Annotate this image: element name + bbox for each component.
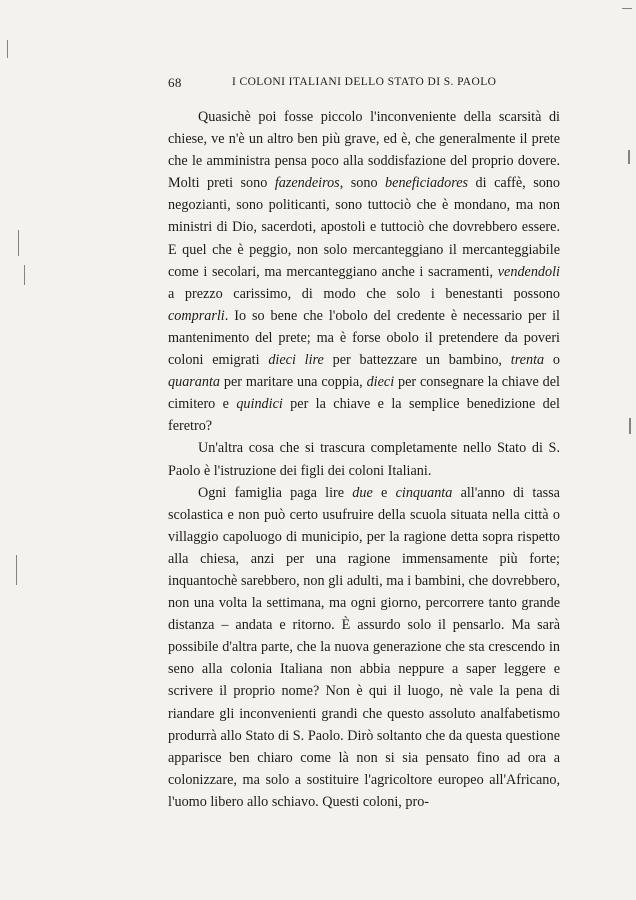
emphasis-text: dieci [366, 374, 395, 391]
text-run: . Io so bene che l'obolo del credente è necessario per il mantenimento del prete; ma è forse obolo il pretendere da poveri coloni emigrati [168, 307, 560, 369]
running-title: I COLONI ITALIANI DELLO STATO DI S. PAOLO [232, 76, 497, 88]
text-run: Un'altra cosa che si trascura completamente nello Stato di S. Paolo è l'istruzione dei figli dei coloni Italiani. [168, 440, 560, 479]
paragraph [168, 437, 560, 481]
text-run: e [372, 484, 396, 501]
text-run: per battezzare un bambino, [323, 352, 511, 369]
margin-mark [628, 150, 630, 164]
emphasis-text: quindici [236, 396, 283, 413]
emphasis-text: comprarli [168, 307, 225, 324]
emphasis-text: quaranta [168, 374, 221, 391]
paragraph [168, 106, 560, 437]
margin-mark [7, 40, 8, 58]
text-run: o [544, 352, 561, 369]
emphasis-text: dieci lire [268, 352, 324, 369]
page-number: 68 [168, 75, 182, 90]
body-text [168, 106, 560, 813]
emphasis-text: cinquanta [395, 484, 453, 501]
text-run: di caffè, sono negozianti, sono politicanti, sono tuttociò che è mondano, ma non ministri di Dio, sacerdoti, apostoli e tuttociò che dovrebbero essere. E quel che è peggio, non solo mercanteggiano il mercanteggiabile come i secolari, ma mercanteggiano anche i sacramenti, [168, 175, 560, 280]
running-header [168, 75, 560, 97]
paragraph [168, 482, 560, 813]
text-run: all'anno di tassa scolastica e non può certo usufruire della scuola situata nella città o villaggio capoluogo di municipio, per la ragione detta sopra rispetto alla chiesa, anzi per una ragione immensamente più forte; inquantochè sarebbero, non gli adulti, ma i bambini, che dovrebbero, non una volta la settimana, ma ogni giorno, percorrere tanto grande distanza – andata e ritorno. È assurdo solo il pensarlo. Ma sarà possibile d'altra parte, che la nuova generazione che sta crescendo in seno alla colonia Italiana non abbia neppure a saper leggere e scrivere il proprio nome? Non è qui il luogo, nè vale la pena di riandare gli inconvenienti grandi che questo assoluto analfabetismo produrrà allo Stato di S. Paolo. Dirò soltanto che da questa questione apparisce ben chiaro come là non si sia pensato fino ad ora a colonizzare, ma solo a sostituire l'agricoltore europeo all'Africano, l'uomo libero allo schiavo. Questi coloni, pro- [168, 484, 560, 810]
margin-mark [629, 418, 631, 434]
emphasis-text: fazendeiros [274, 175, 340, 192]
text-run: per maritare una coppia, [220, 374, 367, 391]
text-run: per la chiave e la semplice benedizione del feretro? [168, 396, 560, 435]
text-run: , sono [339, 175, 386, 192]
text-run: Quasichè poi fosse piccolo l'inconveniente della scarsità di chiese, ve n'è un altro ben più grave, ed è, che generalmente il prete che le amministra pensa poco alla soddisfazione del proprio dovere. Molti preti sono [168, 109, 560, 192]
text-run: per consegnare la chiave del cimitero e [168, 374, 560, 413]
text-run: a prezzo carissimo, di modo che solo i benestanti possono [168, 285, 560, 302]
emphasis-text: vendendoli [497, 263, 560, 280]
text-run: Ogni famiglia paga lire [198, 484, 353, 501]
margin-mark [24, 265, 25, 285]
emphasis-text: due [352, 484, 373, 501]
emphasis-text: trenta [510, 352, 545, 369]
margin-mark [622, 8, 632, 9]
margin-mark [18, 230, 19, 256]
emphasis-text: beneficiadores [385, 175, 469, 192]
margin-mark [16, 555, 17, 585]
